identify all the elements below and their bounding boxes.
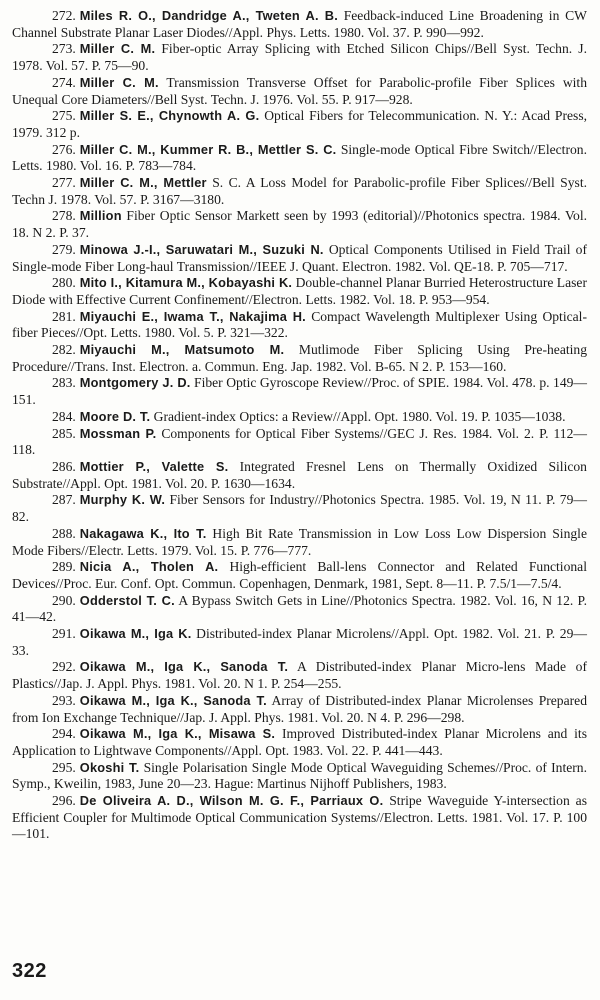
reference-text: A Bypass Switch Gets in Line//Photonics Spectra. 1982. Vol. 16, N 12. P. 41—42.	[12, 592, 587, 625]
reference-entry	[12, 760, 587, 793]
reference-authors: Oikawa M., Iga K.	[79, 626, 192, 642]
page-number: 322	[12, 960, 47, 982]
reference-text: Optical Components Utilised in Field Trail of Single-mode Fiber Long-haul Transmission//IEEE J. Quant. Electron. 1982. Vol. QE-18. P. 705—717.	[12, 241, 588, 274]
reference-text: S. C. A Loss Model for Parabolic-profile Fiber Splices//Bell Syst. Techn J. 1978. Vol. 57. P. 3167—3180.	[12, 175, 588, 207]
reference-authors: Minowa J.-I., Saruwatari M., Suzuki N.	[79, 241, 324, 257]
reference-number: 287.	[52, 492, 76, 508]
reference-authors: Odderstol T. C.	[79, 592, 175, 608]
reference-entry	[12, 559, 587, 592]
reference-number: 272.	[52, 8, 76, 23]
reference-number: 295.	[52, 759, 76, 775]
reference-text: Components for Optical Fiber Systems//GEC J. Res. 1984. Vol. 2. P. 112—118.	[12, 425, 587, 458]
reference-text: Compact Wavelength Multiplexer Using Optical-fiber Pieces//Opt. Letts. 1980. Vol. 5. P. 321—322.	[12, 308, 587, 341]
reference-number: 283.	[52, 375, 76, 391]
reference-authors: Miyauchi E., Iwama T., Nakajima H.	[79, 308, 306, 324]
reference-number: 281.	[52, 308, 76, 324]
reference-entry	[12, 342, 587, 375]
reference-text: High Bit Rate Transmission in Low Loss Low Dispersion Single Mode Fibers//Electr. Letts. 1979. Vol. 15. P. 776—777.	[12, 525, 587, 558]
reference-text: Transmission Transverse Offset for Parabolic-profile Fiber Splices with Unequal Core Diameters//Bell Syst. Techn. J. 1976. Vol. 55. P. 917—928.	[12, 74, 588, 107]
reference-authors: Murphy K. W.	[79, 492, 166, 508]
reference-text: Double-channel Planar Burried Heterostructure Laser Diode with Effective Current Confinement//Electron. Letts. 1982. Vol. 18. P. 953—954.	[12, 275, 587, 307]
reference-text: Array of Distributed-index Planar Microlenses Prepared from Ion Exchange Technique//Jap. J. Appl. Phys. 1981. Vol. 20. N 4. P. 296—298.	[12, 692, 587, 725]
reference-text: Integrated Fresnel Lens on Thermally Oxidized Silicon Substrate//Appl. Opt. 1981. Vol. 20. P. 1630—1634.	[12, 458, 587, 491]
reference-number: 282.	[52, 342, 76, 358]
reference-entry	[12, 626, 587, 659]
reference-text: Fiber Sensors for Industry//Photonics Spectra. 1985. Vol. 19, N 11. P. 79—82.	[12, 492, 587, 525]
reference-text: Distributed-index Planar Microlens//Appl. Opt. 1982. Vol. 21. P. 29—33.	[12, 626, 587, 658]
reference-entry	[12, 242, 587, 275]
reference-authors: Miyauchi M., Matsumoto M.	[79, 342, 285, 358]
reference-authors: Miles R. O., Dandridge A., Tweten A. B.	[79, 8, 338, 23]
reference-entry	[12, 426, 587, 459]
reference-entry	[12, 8, 587, 41]
reference-entry	[12, 526, 587, 559]
reference-entry	[12, 175, 587, 208]
reference-number: 296.	[52, 793, 76, 809]
reference-number: 288.	[52, 525, 76, 541]
reference-entry	[12, 309, 587, 342]
reference-text: Stripe Waveguide Y-intersection as Efficient Coupler for Multimode Optical Communication Systems//Electron. Letts. 1981. Vol. 17. P. 100—101.	[12, 793, 587, 842]
reference-entry	[12, 41, 587, 74]
reference-text: Single-mode Optical Fibre Switch//Electron. Letts. 1980. Vol. 16. P. 783—784.	[12, 141, 587, 174]
reference-authors: Miller S. E., Chynowth A. G.	[79, 108, 260, 124]
reference-entry	[12, 142, 587, 175]
reference-authors: Mito I., Kitamura M., Kobayashi K.	[79, 275, 293, 291]
reference-text: High-efficient Ball-lens Connector and Related Functional Devices//Proc. Eur. Conf. Opt. Commun. Copenhagen, Denmark, 1981, Sept. 8—11. P. 7.5/1—7.5/4.	[12, 559, 587, 591]
reference-entry	[12, 375, 587, 408]
reference-number: 280.	[52, 275, 76, 291]
reference-authors: Oikawa M., Iga K., Sanoda T.	[79, 659, 289, 675]
reference-text: Optical Fibers for Telecommunication. N. Y.: Acad Press, 1979. 312 p.	[12, 108, 588, 140]
reference-text: Mutlimode Fiber Splicing Using Pre-heating Procedure//Trans. Inst. Electron. a. Commun. Eng. Jap. 1982. Vol. B-65. N 2. P. 153—160.	[12, 342, 588, 374]
reference-number: 279.	[52, 241, 76, 257]
reference-authors: Oikawa M., Iga K., Misawa S.	[79, 726, 276, 742]
reference-number: 285.	[52, 425, 76, 441]
reference-number: 278.	[52, 208, 76, 224]
reference-text: Fiber Optic Gyroscope Review//Proc. of SPIE. 1984. Vol. 478. p. 149—151.	[12, 375, 588, 408]
reference-entry	[12, 693, 587, 726]
reference-number: 277.	[52, 175, 76, 191]
reference-entry	[12, 275, 587, 308]
reference-text: Fiber Optic Sensor Markett seen by 1993 (editorial)//Photonics spectra. 1984. Vol. 18. N 2. P. 37.	[12, 208, 587, 241]
reference-list	[12, 8, 587, 843]
reference-entry	[12, 659, 587, 692]
reference-entry	[12, 726, 587, 759]
reference-authors: Million	[79, 208, 122, 224]
reference-number: 284.	[52, 408, 76, 424]
reference-number: 289.	[52, 559, 76, 575]
reference-authors: Nakagawa K., Ito T.	[79, 525, 207, 541]
reference-number: 291.	[52, 626, 76, 642]
reference-number: 286.	[52, 458, 76, 474]
reference-authors: Oikawa M., Iga K., Sanoda T.	[79, 692, 267, 708]
reference-authors: Miller C. M., Kummer R. B., Mettler S. C.	[79, 141, 337, 157]
reference-number: 273.	[52, 41, 76, 57]
reference-entry	[12, 208, 587, 241]
reference-text: Fiber-optic Array Splicing with Etched Silicon Chips//Bell Syst. Techn. J. 1978. Vol. 57. P. 75—90.	[12, 41, 587, 74]
reference-authors: Nicia A., Tholen A.	[79, 559, 219, 575]
reference-entry	[12, 459, 587, 492]
reference-authors: Mossman P.	[79, 425, 157, 441]
reference-authors: Okoshi T.	[79, 759, 140, 775]
reference-authors: De Oliveira A. D., Wilson M. G. F., Parriaux O.	[79, 793, 384, 809]
reference-entry	[12, 593, 587, 626]
reference-text: A Distributed-index Planar Micro-lens Made of Plastics//Jap. J. Appl. Phys. 1981. Vol. 20. N 1. P. 254—255.	[12, 659, 587, 692]
reference-number: 294.	[52, 726, 76, 742]
reference-text: Improved Distributed-index Planar Microlens and its Application to Lightwave Components//Appl. Opt. 1983. Vol. 22. P. 441—443.	[12, 726, 587, 758]
reference-authors: Miller C. M., Mettler	[79, 175, 207, 191]
reference-authors: Miller C. M.	[79, 74, 159, 90]
reference-authors: Moore D. T.	[79, 408, 151, 424]
reference-entry	[12, 409, 587, 426]
reference-authors: Montgomery J. D.	[79, 375, 191, 391]
reference-text: Feedback-induced Line Broadening in CW Channel Substrate Planar Laser Diodes//Appl. Phys. Letts. 1980. Vol. 37. P. 990—992.	[12, 8, 587, 40]
reference-number: 290.	[52, 592, 76, 608]
reference-entry	[12, 75, 587, 108]
reference-text: Single Polarisation Single Mode Optical Waveguiding Schemes//Proc. of Intern. Symp., Kweilin, 1983, June 20—23. Hague: Martinus Nijhoff Publishers, 1983.	[12, 759, 587, 792]
reference-number: 274.	[52, 74, 76, 90]
reference-entry	[12, 108, 587, 141]
reference-entry	[12, 492, 587, 525]
reference-number: 276.	[52, 141, 76, 157]
reference-number: 275.	[52, 108, 76, 124]
reference-number: 292.	[52, 659, 76, 675]
reference-authors: Mottier P., Valette S.	[79, 458, 229, 474]
reference-number: 293.	[52, 692, 76, 708]
reference-text: Gradient-index Optics: a Review//Appl. Opt. 1980. Vol. 19. P. 1035—1038.	[153, 408, 566, 424]
reference-authors: Miller C. M.	[79, 41, 156, 57]
reference-entry	[12, 793, 587, 843]
